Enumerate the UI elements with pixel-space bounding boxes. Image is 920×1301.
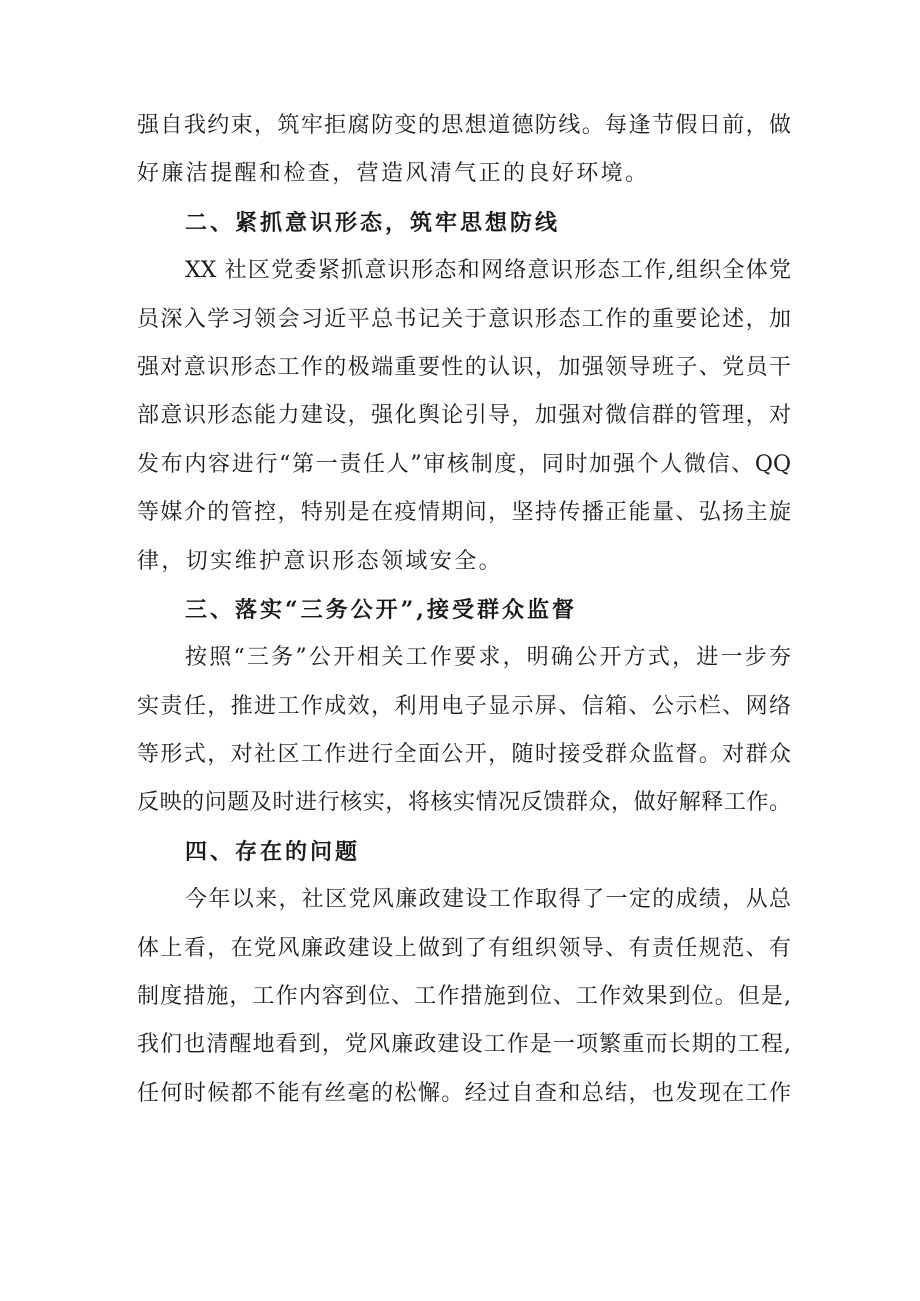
body-line: 今年以来，社区党风廉政建设工作取得了一定的成绩，从总: [185, 887, 791, 913]
body-line: 律，切实维护意识形态领域安全。: [137, 548, 504, 574]
section-heading: 四、存在的问题: [185, 838, 361, 865]
section-heading: 三、落实“三务公开”,接受群众监督: [185, 596, 577, 623]
body-line: 好廉洁提醒和检查，营造风清气正的良好环境。: [137, 161, 650, 187]
body-line: 员深入学习领会习近平总书记关于意识形态工作的重要论述，加: [137, 306, 791, 332]
body-line: 等形式，对社区工作进行全面公开，随时接受群众监督。对群众: [137, 742, 791, 768]
body-line: 实责任，推进工作成效，利用电子显示屏、信箱、公示栏、网络: [137, 693, 791, 719]
body-line: XX 社区党委紧抓意识形态和网络意识形态工作,组织全体党: [185, 258, 791, 284]
body-line: 等媒介的管控，特别是在疫情期间，坚持传播正能量、弘扬主旋: [137, 500, 791, 526]
body-line: 反映的问题及时进行核实，将核实情况反馈群众，做好解释工作。: [137, 790, 791, 816]
section-heading: 二、紧抓意识形态，筑牢思想防线: [185, 209, 561, 236]
body-line: 发布内容进行“第一责任人”审核制度，同时加强个人微信、QQ: [137, 451, 791, 477]
body-line: 部意识形态能力建设，强化舆论引导，加强对微信群的管理，对: [137, 403, 791, 429]
body-line: 制度措施，工作内容到位、工作措施到位、工作效果到位。但是,: [137, 984, 791, 1010]
body-line: 体上看，在党风廉政建设上做到了有组织领导、有责任规范、有: [137, 935, 791, 961]
body-line: 任何时候都不能有丝毫的松懈。经过自查和总结，也发现在工作: [137, 1080, 791, 1106]
body-line: 我们也清醒地看到，党风廉政建设工作是一项繁重而长期的工程,: [137, 1032, 791, 1058]
body-line: 强自我约束，筑牢拒腐防变的思想道德防线。每逢节假日前，做: [137, 113, 791, 138]
body-line: 强对意识形态工作的极端重要性的认识，加强领导班子、党员干: [137, 354, 791, 380]
body-line: 按照“三务”公开相关工作要求，明确公开方式，进一步夯: [185, 645, 791, 671]
document-page: [137, 102, 791, 1118]
